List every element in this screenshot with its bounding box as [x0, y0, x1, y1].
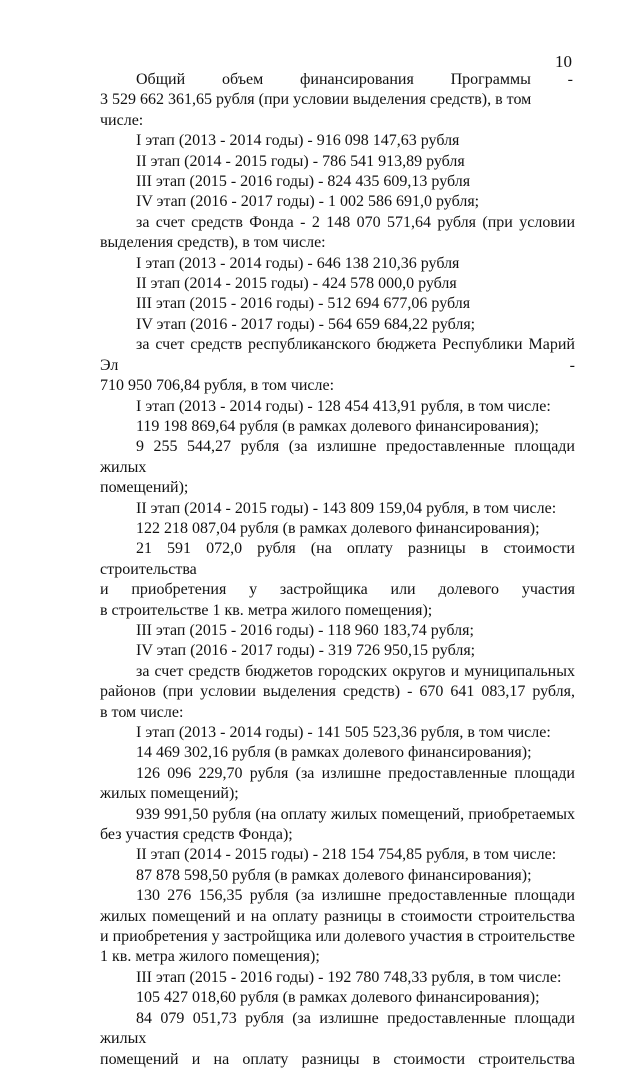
- municipal-stage-1-item: 939 991,50 рубля (на оплату жилых помещений, приобретаемых: [136, 805, 575, 823]
- stage-4-total: IV этап (2016 - 2017 годы) - 1 002 586 691,0 рубля;: [136, 193, 480, 211]
- stage-1-total: I этап (2013 - 2014 годы) - 916 098 147,63 рубля: [136, 132, 460, 150]
- republic-source-cont: 710 950 706,84 рубля, в том числе:: [100, 377, 335, 395]
- word: и: [100, 581, 109, 599]
- republic-stage-2: II этап (2014 - 2015 годы) - 143 809 159,04 рубля, в том числе:: [136, 499, 557, 517]
- municipal-source-cont: в том числе:: [100, 703, 184, 721]
- word: застройщика: [279, 581, 368, 599]
- municipal-stage-2: II этап (2014 - 2015 годы) - 218 154 754,85 рубля, в том числе:: [136, 846, 557, 864]
- republic-stage-2-item: 21 591 072,0 рубля (на оплату разницы в стоимости строительства: [100, 540, 575, 578]
- total-financing-cont: 3 529 662 361,65 рубля (при условии выделения средств), в том числе:: [100, 91, 532, 129]
- word: или: [390, 581, 416, 599]
- municipal-stage-2-item: 87 878 598,50 рубля (в рамках долевого финансирования);: [136, 866, 532, 884]
- republic-stage-2-item: 122 218 087,04 рубля (в рамках долевого финансирования);: [136, 519, 540, 537]
- municipal-stage-1-item-cont: без участия средств Фонда);: [100, 826, 293, 844]
- municipal-stage-1-item: 126 096 229,70 рубля (за излишне предоставленные площади: [136, 764, 575, 782]
- republic-source-line: за счет средств республиканского бюджета Республики Марий Эл -: [100, 336, 575, 374]
- fund-stage-1: I этап (2013 - 2014 годы) - 646 138 210,36 рубля: [136, 254, 460, 272]
- municipal-stage-3-item: 84 079 051,73 рубля (за излишне предоставленные площади жилых: [100, 1009, 575, 1048]
- word: финансирования: [300, 71, 414, 88]
- page-number: 10: [555, 52, 572, 71]
- word: Общий: [136, 71, 186, 88]
- total-financing-line: [100, 70, 575, 90]
- stage-3-total: III этап (2015 - 2016 годы) - 824 435 609,13 рубля: [136, 173, 471, 191]
- word: участия: [521, 581, 575, 599]
- fund-source-line: за счет средств Фонда - 2 148 070 571,64 рубля (при условии: [136, 213, 575, 231]
- municipal-stage-2-item-cont: и приобретения у застройщика или долевого участия в строительстве: [100, 928, 575, 946]
- municipal-stage-1: I этап (2013 - 2014 годы) - 141 505 523,36 рубля, в том числе:: [136, 724, 551, 741]
- municipal-source-cont: районов (при условии выделения средств) - 670 641 083,17 рубля,: [100, 683, 575, 701]
- document-body: [100, 70, 575, 1070]
- municipal-stage-3-item: 105 427 018,60 рубля (в рамках долевого финансирования);: [136, 989, 540, 1007]
- word: Программы: [450, 71, 531, 88]
- republic-stage-3: III этап (2015 - 2016 годы) - 118 960 183,74 рубля;: [136, 621, 474, 639]
- word: объем: [221, 71, 264, 88]
- fund-stage-3: III этап (2015 - 2016 годы) - 512 694 677,06 рубля: [136, 295, 471, 313]
- republic-stage-1-item: 9 255 544,27 рубля (за излишне предоставленные площади жилых: [100, 438, 575, 476]
- municipal-stage-2-item-cont: жилых помещений и на оплату разницы в стоимости строительства: [100, 907, 575, 925]
- municipal-stage-3: III этап (2015 - 2016 годы) - 192 780 748,33 рубля, в том числе:: [136, 968, 562, 986]
- republic-stage-2-item-cont: [100, 580, 575, 600]
- municipal-source-line: за счет средств бюджетов городских округов и муниципальных: [136, 662, 575, 680]
- word: у: [249, 581, 258, 599]
- word: приобретения: [131, 581, 227, 599]
- fund-source-cont: выделения средств), в том числе:: [100, 234, 326, 252]
- fund-stage-2: II этап (2014 - 2015 годы) - 424 578 000,0 рубля: [136, 275, 457, 293]
- municipal-stage-1-item: 14 469 302,16 рубля (в рамках долевого финансирования);: [136, 744, 532, 762]
- republic-stage-1: I этап (2013 - 2014 годы) - 128 454 413,91 рубля, в том числе:: [136, 397, 551, 415]
- word: долевого: [438, 581, 500, 599]
- municipal-stage-3-item-cont: помещений и на оплату разницы в стоимости строительства: [100, 1050, 575, 1068]
- stage-2-total: II этап (2014 - 2015 годы) - 786 541 913,89 рубля: [136, 152, 465, 170]
- fund-stage-4: IV этап (2016 - 2017 годы) - 564 659 684,22 рубля;: [136, 315, 476, 333]
- municipal-stage-2-item: 130 276 156,35 рубля (за излишне предоставленные площади: [136, 887, 575, 905]
- republic-stage-2-item-cont: в строительстве 1 кв. метра жилого помещения);: [100, 601, 433, 619]
- republic-stage-1-item: 119 198 869,64 рубля (в рамках долевого финансирования);: [136, 417, 539, 435]
- municipal-stage-1-item-cont: жилых помещений);: [100, 785, 239, 803]
- word: -: [567, 71, 573, 88]
- republic-stage-1-item-cont: помещений);: [100, 479, 189, 497]
- municipal-stage-2-item-cont: 1 кв. метра жилого помещения);: [100, 948, 320, 966]
- republic-stage-4: IV этап (2016 - 2017 годы) - 319 726 950,15 рубля;: [136, 642, 476, 660]
